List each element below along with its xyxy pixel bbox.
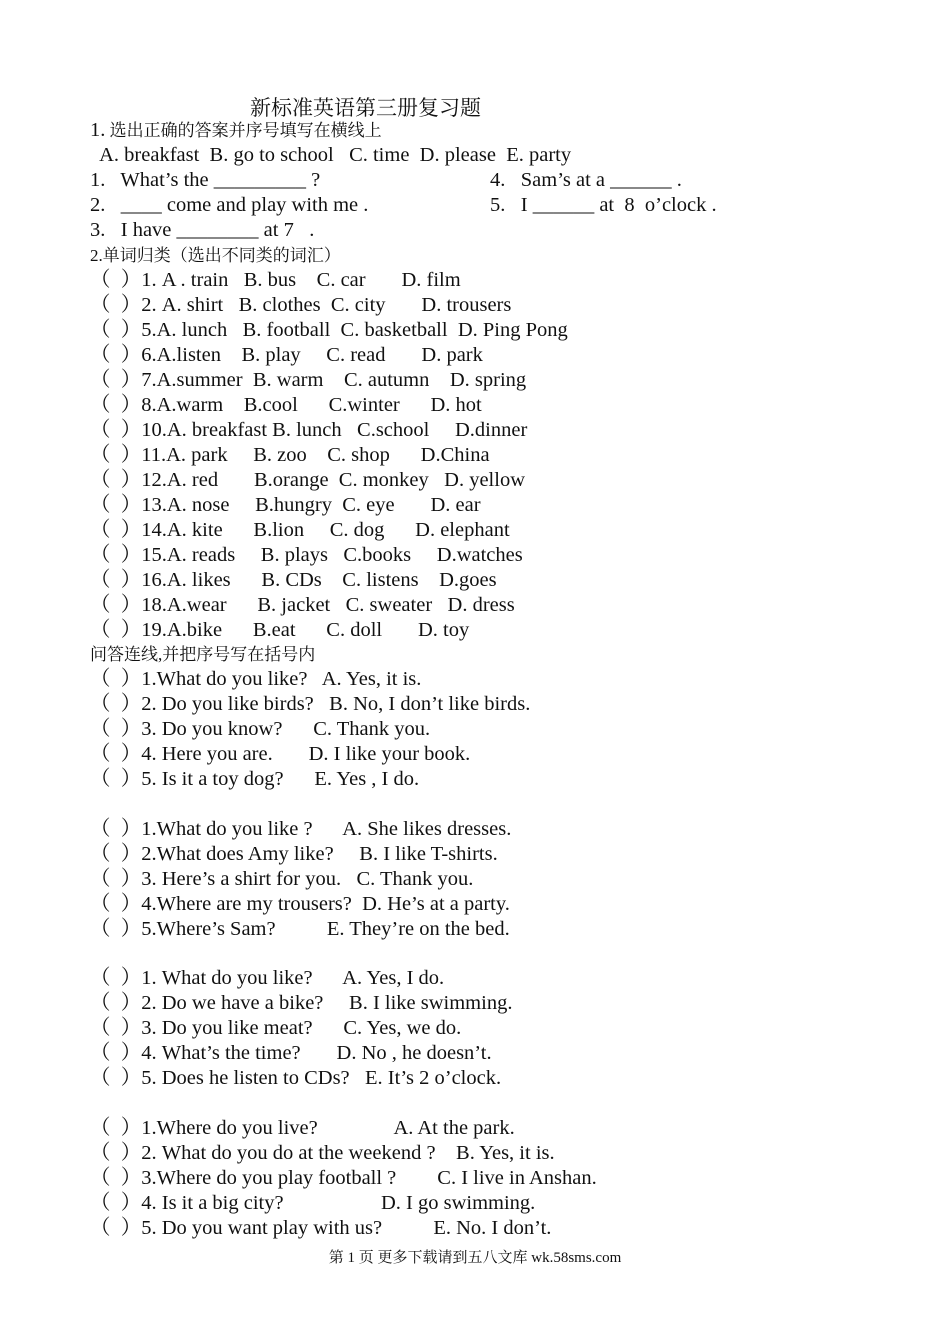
classify-item: （ ）7.A.summer B. warm C. autumn D. spring [90,369,527,391]
match-item: （ ）4.Where are my trousers? D. He’s at a party. [90,893,510,915]
match-item: （ ）2. What do you do at the weekend ? B. Yes, it is. [90,1142,555,1164]
match-item: （ ）3. Do you know? C. Thank you. [90,718,431,740]
fill-row [90,168,682,193]
page-footer: 第 1 页 更多下载请到五八文库 wk.58sms.com [328,1250,622,1266]
section1-options: A. breakfast B. go to school C. time D. please E. party [90,144,572,166]
section3-heading: 问答连线,并把序号写在括号内 [90,645,316,664]
classify-item: （ ）5.A. lunch B. football C. basketball D. Ping Pong [90,319,568,341]
match-item: （ ）1. What do you like? A. Yes, I do. [90,967,445,989]
match-item: （ ）5. Does he listen to CDs? E. It’s 2 o’clock. [90,1067,502,1089]
section2-heading-number: 2. [90,246,103,265]
section2-heading-text: 单词归类（选出不同类的词汇） [102,246,341,265]
match-item: （ ）5. Is it a toy dog? E. Yes , I do. [90,768,420,790]
classify-item: （ ）2. A. shirt B. clothes C. city D. trousers [90,294,512,316]
classify-item: （ ）1. A . train B. bus C. car D. film [90,269,461,291]
fill-question: 5. I ______ at 8 o’clock . [490,194,717,216]
classify-item: （ ）16.A. likes B. CDs C. listens D.goes [90,569,497,591]
fill-question: 2. ____ come and play with me . [90,194,369,216]
classify-item: （ ）19.A.bike B.eat C. doll D. toy [90,619,470,641]
classify-item: （ ）12.A. red B.orange C. monkey D. yellow [90,469,525,491]
match-item: （ ）5.Where’s Sam? E. They’re on the bed. [90,918,510,940]
fill-question: 3. I have ________ at 7 . [90,219,315,241]
classify-item: （ ）15.A. reads B. plays C.books D.watches [90,544,523,566]
match-item: （ ）3. Do you like meat? C. Yes, we do. [90,1017,462,1039]
classify-item: （ ）13.A. nose B.hungry C. eye D. ear [90,494,481,516]
section2-heading [90,243,341,268]
fill-question: 4. Sam’s at a ______ . [490,169,682,191]
classify-item: （ ）10.A. breakfast B. lunch C.school D.dinner [90,419,528,441]
match-item: （ ）3.Where do you play football ? C. I live in Anshan. [90,1167,597,1189]
fill-row [90,218,314,243]
classify-item: （ ）8.A.warm B.cool C.winter D. hot [90,394,482,416]
match-item: （ ）4. What’s the time? D. No , he doesn’t. [90,1042,492,1064]
match-item: （ ）2. Do you like birds? B. No, I don’t like birds. [90,693,531,715]
fill-question: 1. What’s the _________ ? [90,169,321,191]
match-item: （ ）1.Where do you live? A. At the park. [90,1117,515,1139]
match-item: （ ）4. Is it a big city? D. I go swimming. [90,1192,536,1214]
match-item: （ ）1.What do you like ? A. She likes dresses. [90,818,512,840]
match-item: （ ）2.What does Amy like? B. I like T-shirts. [90,843,498,865]
match-item: （ ）1.What do you like? A. Yes, it is. [90,668,422,690]
classify-item: （ ）18.A.wear B. jacket C. sweater D. dress [90,594,515,616]
classify-item: （ ）11.A. park B. zoo C. shop D.China [90,444,490,466]
section1-heading-number: 1. [90,119,106,141]
match-item: （ ）3. Here’s a shirt for you. C. Thank you. [90,868,474,890]
fill-row [90,193,717,218]
section1-heading [90,118,382,143]
section1-heading-text: 选出正确的答案并序号填写在横线上 [105,121,382,140]
match-item: （ ）2. Do we have a bike? B. I like swimming. [90,992,513,1014]
match-item: （ ）4. Here you are. D. I like your book. [90,743,471,765]
page-title: 新标准英语第三册复习题 [250,96,481,120]
match-item: （ ）5. Do you want play with us? E. No. I don’t. [90,1217,552,1239]
classify-item: （ ）14.A. kite B.lion C. dog D. elephant [90,519,510,541]
classify-item: （ ）6.A.listen B. play C. read D. park [90,344,483,366]
